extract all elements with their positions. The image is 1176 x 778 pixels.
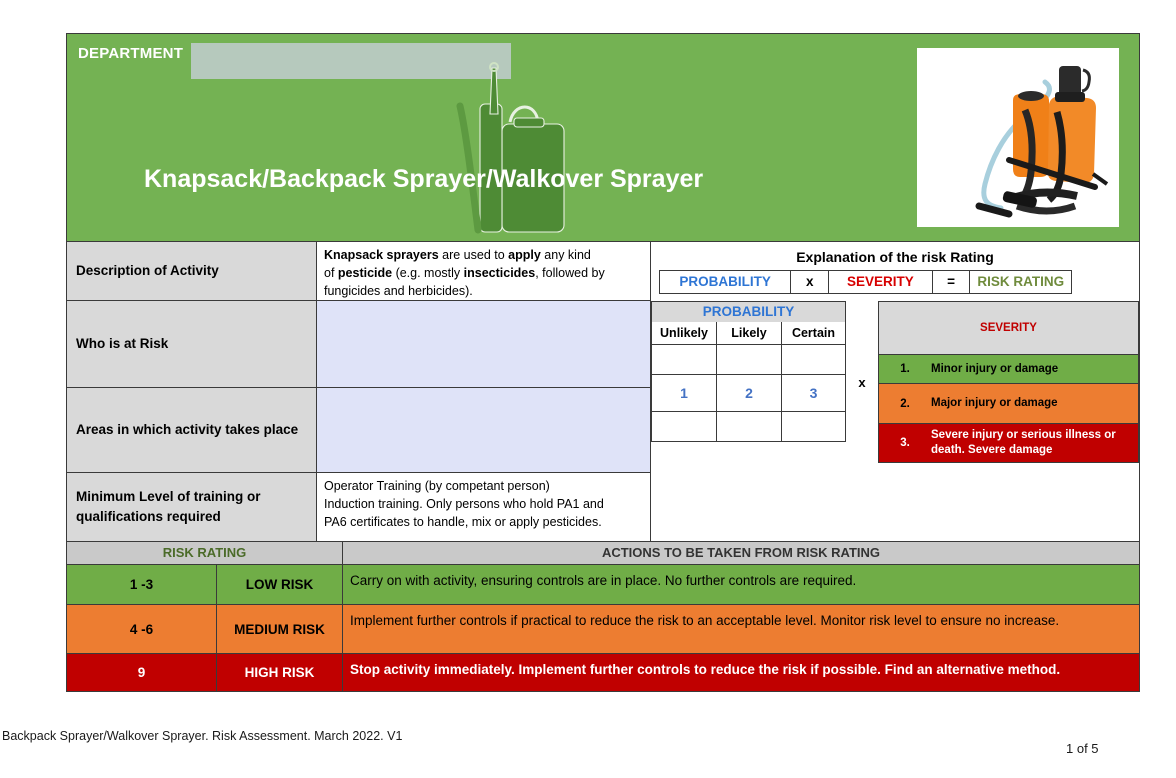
risk-row-medium <box>67 605 1139 654</box>
probability-value-1: 1 <box>651 375 716 412</box>
footer-document-reference: Backpack Sprayer/Walkover Sprayer. Risk Assessment. March 2022. V1 <box>2 729 403 743</box>
document-header-banner <box>67 34 1139 241</box>
activity-table <box>67 242 651 541</box>
formula-risk-rating: RISK RATING <box>977 274 1065 289</box>
department-label: DEPARTMENT <box>78 45 184 62</box>
actions-header-label: ACTIONS TO BE TAKEN FROM RISK RATING <box>601 545 881 560</box>
table-row <box>67 301 650 388</box>
risk-rating-header-label: RISK RATING <box>67 542 343 564</box>
severity-number-2: 2. <box>900 397 910 410</box>
knapsack-sprayer-silhouette-icon <box>452 62 582 241</box>
risk-rating-table-header <box>67 542 1139 565</box>
risk-rating-actions-table <box>67 541 1139 691</box>
sprayer-product-photo <box>917 48 1119 227</box>
risk-range-low: 1 -3 <box>67 565 217 604</box>
matrix-grids <box>651 301 1139 463</box>
probability-blank-cell[interactable] <box>651 345 716 375</box>
severity-grid <box>878 301 1139 463</box>
probability-col-unlikely: Unlikely <box>651 322 716 345</box>
risk-level-low: LOW RISK <box>217 565 343 604</box>
explanation-panel-blank-area <box>651 463 1139 515</box>
row-label-description: Description of Activity <box>67 242 317 300</box>
risk-row-high <box>67 654 1139 691</box>
table-row <box>67 473 650 541</box>
severity-text-2: Major injury or damage <box>931 397 1058 410</box>
probability-blank-cell[interactable] <box>651 412 716 442</box>
footer-page-number: 1 of 5 <box>1066 741 1099 756</box>
probability-heading: PROBABILITY <box>651 301 846 322</box>
probability-blank-row-top[interactable] <box>651 345 846 375</box>
probability-header-row <box>651 322 846 345</box>
probability-value-3: 3 <box>781 375 846 412</box>
risk-rating-explanation-panel <box>651 242 1139 541</box>
formula-severity: SEVERITY <box>829 271 933 293</box>
row-value-description[interactable]: Knapsack sprayers are used to apply any kind of pesticide (e.g. mostly insecticides, followed by fungicides and herbicides). <box>317 242 650 300</box>
risk-formula <box>659 270 1072 294</box>
assessment-details-section <box>67 241 1139 541</box>
probability-grid <box>651 301 846 463</box>
risk-action-high: Stop activity immediately. Implement further controls to reduce the risk if possible. Find an alternative method. <box>350 662 1061 677</box>
table-row <box>67 242 650 301</box>
page-title: Knapsack/Backpack Sprayer/Walkover Sprayer <box>144 165 704 193</box>
severity-level-3 <box>878 424 1139 463</box>
probability-blank-cell[interactable] <box>781 412 846 442</box>
probability-blank-cell[interactable] <box>716 345 781 375</box>
formula-times: x <box>791 271 829 293</box>
severity-level-2 <box>878 384 1139 424</box>
row-label-who-at-risk: Who is at Risk <box>67 301 317 387</box>
formula-equals: = <box>933 271 971 293</box>
row-value-training[interactable]: Operator Training (by competant person) Induction training. Only persons who hold PA1 and PA6 certificates to handle, mix or apply pesticides. <box>317 473 650 541</box>
formula-probability: PROBABILITY <box>660 271 791 293</box>
explanation-title: Explanation of the risk Rating <box>796 249 994 265</box>
severity-text-3: Severe injury or serious illness or death. Severe damage <box>931 429 1116 456</box>
severity-text-1: Minor injury or damage <box>931 362 1059 375</box>
risk-row-low <box>67 565 1139 605</box>
risk-range-high: 9 <box>67 654 217 691</box>
risk-level-high: HIGH RISK <box>217 654 343 691</box>
severity-number-1: 1. <box>900 363 910 375</box>
severity-level-1 <box>878 355 1139 384</box>
row-value-areas[interactable] <box>317 388 650 472</box>
risk-action-medium: Implement further controls if practical to reduce the risk to an acceptable level. Monitor risk level to ensure no increase. <box>350 613 1060 628</box>
probability-blank-cell[interactable] <box>781 345 846 375</box>
risk-assessment-document <box>66 33 1140 692</box>
severity-heading: SEVERITY <box>878 301 1139 355</box>
table-row <box>67 388 650 473</box>
probability-value-2: 2 <box>716 375 781 412</box>
risk-range-medium: 4 -6 <box>67 605 217 653</box>
risk-action-low: Carry on with activity, ensuring controls are in place. No further controls are required. <box>350 573 857 588</box>
risk-level-medium: MEDIUM RISK <box>217 605 343 653</box>
probability-col-certain: Certain <box>781 322 846 345</box>
row-label-training: Minimum Level of training or qualifications required <box>67 473 317 541</box>
probability-value-row <box>651 375 846 412</box>
row-label-areas: Areas in which activity takes place <box>67 388 317 472</box>
multiplier-symbol: x <box>858 374 866 390</box>
row-value-who-at-risk[interactable] <box>317 301 650 387</box>
probability-blank-row-bottom[interactable] <box>651 412 846 442</box>
severity-number-3: 3. <box>900 437 910 449</box>
probability-blank-cell[interactable] <box>716 412 781 442</box>
probability-col-likely: Likely <box>716 322 781 345</box>
